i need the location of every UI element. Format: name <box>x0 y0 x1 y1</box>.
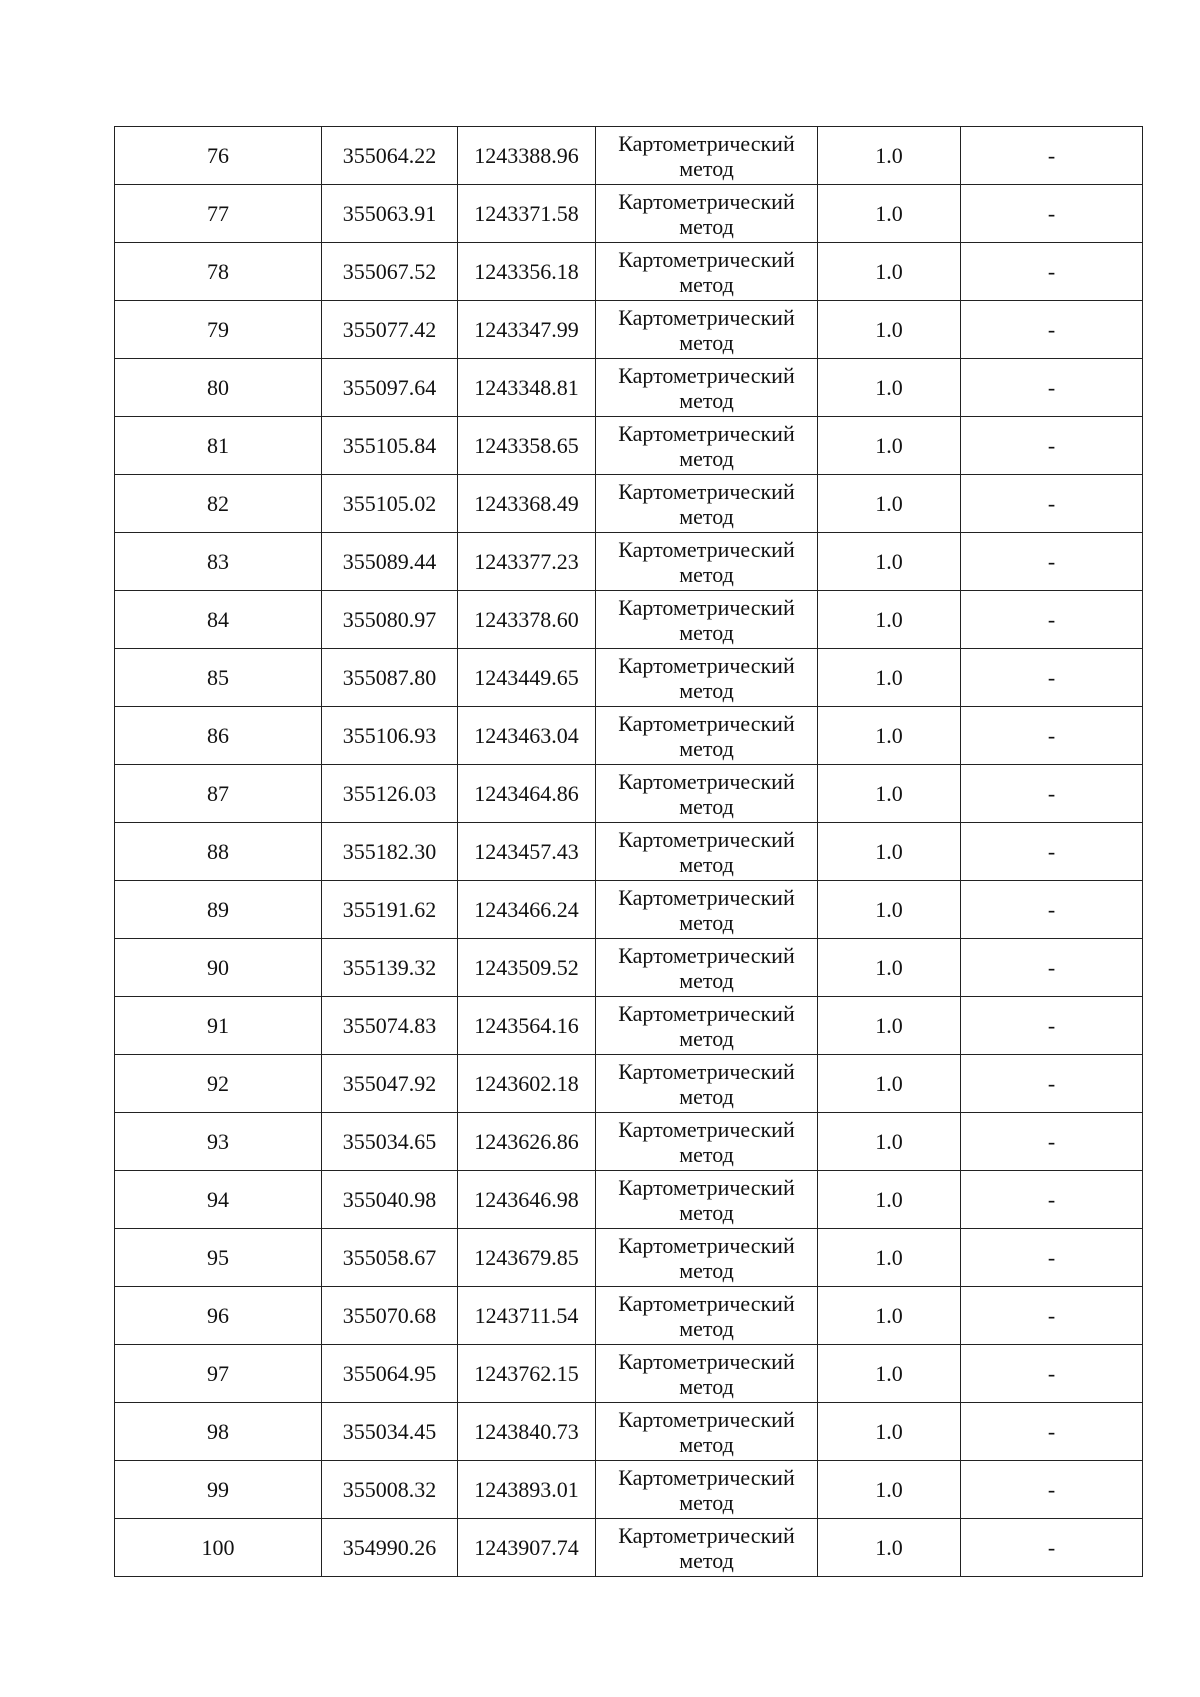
y-coordinate-cell: 1243378.60 <box>458 591 596 649</box>
point-number-cell: 84 <box>115 591 322 649</box>
x-coordinate-cell: 355087.80 <box>322 649 458 707</box>
method-cell <box>596 765 818 823</box>
method-line-2: метод <box>679 735 734 761</box>
table-row <box>115 707 1143 765</box>
table-row <box>115 1055 1143 1113</box>
point-number-cell: 81 <box>115 417 322 475</box>
point-number-cell: 94 <box>115 1171 322 1229</box>
table-row <box>115 1461 1143 1519</box>
point-number-cell: 86 <box>115 707 322 765</box>
method-line-2: метод <box>679 1315 734 1341</box>
accuracy-cell: 1.0 <box>818 127 961 185</box>
method-line-2: метод <box>679 793 734 819</box>
table-row <box>115 939 1143 997</box>
method-cell <box>596 1461 818 1519</box>
method-line-1: Картометрический <box>618 246 795 272</box>
method-line-1: Картометрический <box>618 188 795 214</box>
method-line-2: метод <box>679 1489 734 1515</box>
description-cell: - <box>961 765 1143 823</box>
x-coordinate-cell: 355034.45 <box>322 1403 458 1461</box>
accuracy-cell: 1.0 <box>818 939 961 997</box>
y-coordinate-cell: 1243711.54 <box>458 1287 596 1345</box>
method-cell <box>596 127 818 185</box>
table-row <box>115 417 1143 475</box>
point-number-cell: 80 <box>115 359 322 417</box>
x-coordinate-cell: 355074.83 <box>322 997 458 1055</box>
method-line-2: метод <box>679 1199 734 1225</box>
description-cell: - <box>961 1403 1143 1461</box>
method-line-2: метод <box>679 1547 734 1573</box>
method-line-1: Картометрический <box>618 1000 795 1026</box>
description-cell: - <box>961 1345 1143 1403</box>
accuracy-cell: 1.0 <box>818 475 961 533</box>
description-cell: - <box>961 997 1143 1055</box>
y-coordinate-cell: 1243457.43 <box>458 823 596 881</box>
x-coordinate-cell: 355097.64 <box>322 359 458 417</box>
point-number-cell: 95 <box>115 1229 322 1287</box>
method-line-1: Картометрический <box>618 1232 795 1258</box>
table-row <box>115 1403 1143 1461</box>
x-coordinate-cell: 354990.26 <box>322 1519 458 1577</box>
x-coordinate-cell: 355089.44 <box>322 533 458 591</box>
x-coordinate-cell: 355063.91 <box>322 185 458 243</box>
point-number-cell: 76 <box>115 127 322 185</box>
method-line-2: метод <box>679 1083 734 1109</box>
table-row <box>115 591 1143 649</box>
table-row <box>115 1287 1143 1345</box>
method-line-1: Картометрический <box>618 1348 795 1374</box>
x-coordinate-cell: 355064.22 <box>322 127 458 185</box>
table-row <box>115 1113 1143 1171</box>
method-cell <box>596 939 818 997</box>
table-row <box>115 765 1143 823</box>
table-row <box>115 127 1143 185</box>
point-number-cell: 77 <box>115 185 322 243</box>
method-line-2: метод <box>679 561 734 587</box>
x-coordinate-cell: 355008.32 <box>322 1461 458 1519</box>
y-coordinate-cell: 1243463.04 <box>458 707 596 765</box>
x-coordinate-cell: 355106.93 <box>322 707 458 765</box>
description-cell: - <box>961 1287 1143 1345</box>
method-line-2: метод <box>679 213 734 239</box>
method-cell <box>596 1055 818 1113</box>
accuracy-cell: 1.0 <box>818 1345 961 1403</box>
y-coordinate-cell: 1243466.24 <box>458 881 596 939</box>
method-cell <box>596 417 818 475</box>
accuracy-cell: 1.0 <box>818 301 961 359</box>
y-coordinate-cell: 1243449.65 <box>458 649 596 707</box>
y-coordinate-cell: 1243358.65 <box>458 417 596 475</box>
accuracy-cell: 1.0 <box>818 1403 961 1461</box>
method-line-1: Картометрический <box>618 1522 795 1548</box>
description-cell: - <box>961 823 1143 881</box>
method-line-1: Картометрический <box>618 304 795 330</box>
method-line-1: Картометрический <box>618 710 795 736</box>
method-line-2: метод <box>679 1431 734 1457</box>
x-coordinate-cell: 355067.52 <box>322 243 458 301</box>
method-cell <box>596 997 818 1055</box>
y-coordinate-cell: 1243347.99 <box>458 301 596 359</box>
table-row <box>115 185 1143 243</box>
x-coordinate-cell: 355139.32 <box>322 939 458 997</box>
x-coordinate-cell: 355047.92 <box>322 1055 458 1113</box>
description-cell: - <box>961 1171 1143 1229</box>
description-cell: - <box>961 939 1143 997</box>
method-line-1: Картометрический <box>618 130 795 156</box>
description-cell: - <box>961 1055 1143 1113</box>
y-coordinate-cell: 1243464.86 <box>458 765 596 823</box>
method-line-1: Картометрический <box>618 942 795 968</box>
method-line-2: метод <box>679 503 734 529</box>
y-coordinate-cell: 1243356.18 <box>458 243 596 301</box>
description-cell: - <box>961 1461 1143 1519</box>
method-line-2: метод <box>679 445 734 471</box>
table-row <box>115 1519 1143 1577</box>
accuracy-cell: 1.0 <box>818 359 961 417</box>
method-cell <box>596 1171 818 1229</box>
y-coordinate-cell: 1243388.96 <box>458 127 596 185</box>
method-cell <box>596 707 818 765</box>
method-line-1: Картометрический <box>618 1058 795 1084</box>
point-number-cell: 83 <box>115 533 322 591</box>
method-line-2: метод <box>679 329 734 355</box>
point-number-cell: 100 <box>115 1519 322 1577</box>
description-cell: - <box>961 1519 1143 1577</box>
y-coordinate-cell: 1243509.52 <box>458 939 596 997</box>
accuracy-cell: 1.0 <box>818 1171 961 1229</box>
description-cell: - <box>961 591 1143 649</box>
method-line-2: метод <box>679 1257 734 1283</box>
method-cell <box>596 301 818 359</box>
method-line-1: Картометрический <box>618 594 795 620</box>
description-cell: - <box>961 301 1143 359</box>
method-line-1: Картометрический <box>618 362 795 388</box>
x-coordinate-cell: 355105.84 <box>322 417 458 475</box>
method-cell <box>596 1519 818 1577</box>
x-coordinate-cell: 355105.02 <box>322 475 458 533</box>
method-cell <box>596 1229 818 1287</box>
method-line-2: метод <box>679 967 734 993</box>
y-coordinate-cell: 1243907.74 <box>458 1519 596 1577</box>
table-row <box>115 301 1143 359</box>
method-line-2: метод <box>679 155 734 181</box>
coordinates-table <box>114 126 1143 1577</box>
point-number-cell: 91 <box>115 997 322 1055</box>
y-coordinate-cell: 1243646.98 <box>458 1171 596 1229</box>
y-coordinate-cell: 1243762.15 <box>458 1345 596 1403</box>
y-coordinate-cell: 1243840.73 <box>458 1403 596 1461</box>
x-coordinate-cell: 355070.68 <box>322 1287 458 1345</box>
method-line-2: метод <box>679 677 734 703</box>
method-line-1: Картометрический <box>618 1406 795 1432</box>
point-number-cell: 85 <box>115 649 322 707</box>
method-line-2: метод <box>679 909 734 935</box>
y-coordinate-cell: 1243893.01 <box>458 1461 596 1519</box>
accuracy-cell: 1.0 <box>818 243 961 301</box>
method-cell <box>596 1345 818 1403</box>
accuracy-cell: 1.0 <box>818 649 961 707</box>
method-cell <box>596 1113 818 1171</box>
accuracy-cell: 1.0 <box>818 1113 961 1171</box>
description-cell: - <box>961 417 1143 475</box>
x-coordinate-cell: 355064.95 <box>322 1345 458 1403</box>
table-row <box>115 359 1143 417</box>
x-coordinate-cell: 355080.97 <box>322 591 458 649</box>
method-line-2: метод <box>679 1373 734 1399</box>
accuracy-cell: 1.0 <box>818 1461 961 1519</box>
accuracy-cell: 1.0 <box>818 1055 961 1113</box>
x-coordinate-cell: 355058.67 <box>322 1229 458 1287</box>
y-coordinate-cell: 1243679.85 <box>458 1229 596 1287</box>
point-number-cell: 89 <box>115 881 322 939</box>
description-cell: - <box>961 533 1143 591</box>
point-number-cell: 92 <box>115 1055 322 1113</box>
method-line-1: Картометрический <box>618 826 795 852</box>
table-row <box>115 475 1143 533</box>
description-cell: - <box>961 185 1143 243</box>
y-coordinate-cell: 1243626.86 <box>458 1113 596 1171</box>
description-cell: - <box>961 1113 1143 1171</box>
table-row <box>115 243 1143 301</box>
accuracy-cell: 1.0 <box>818 1287 961 1345</box>
accuracy-cell: 1.0 <box>818 997 961 1055</box>
description-cell: - <box>961 1229 1143 1287</box>
method-cell <box>596 823 818 881</box>
table-row <box>115 997 1143 1055</box>
point-number-cell: 79 <box>115 301 322 359</box>
point-number-cell: 87 <box>115 765 322 823</box>
method-cell <box>596 359 818 417</box>
method-cell <box>596 475 818 533</box>
method-line-2: метод <box>679 851 734 877</box>
description-cell: - <box>961 649 1143 707</box>
method-line-2: метод <box>679 271 734 297</box>
method-line-2: метод <box>679 1025 734 1051</box>
table-row <box>115 649 1143 707</box>
point-number-cell: 99 <box>115 1461 322 1519</box>
method-cell <box>596 1287 818 1345</box>
description-cell: - <box>961 359 1143 417</box>
accuracy-cell: 1.0 <box>818 823 961 881</box>
y-coordinate-cell: 1243368.49 <box>458 475 596 533</box>
y-coordinate-cell: 1243602.18 <box>458 1055 596 1113</box>
x-coordinate-cell: 355040.98 <box>322 1171 458 1229</box>
y-coordinate-cell: 1243371.58 <box>458 185 596 243</box>
description-cell: - <box>961 881 1143 939</box>
point-number-cell: 96 <box>115 1287 322 1345</box>
method-line-1: Картометрический <box>618 420 795 446</box>
description-cell: - <box>961 707 1143 765</box>
coordinates-table-body <box>115 127 1143 1577</box>
method-line-1: Картометрический <box>618 1116 795 1142</box>
method-line-1: Картометрический <box>618 1174 795 1200</box>
point-number-cell: 88 <box>115 823 322 881</box>
y-coordinate-cell: 1243377.23 <box>458 533 596 591</box>
accuracy-cell: 1.0 <box>818 591 961 649</box>
y-coordinate-cell: 1243348.81 <box>458 359 596 417</box>
method-line-1: Картометрический <box>618 1290 795 1316</box>
method-line-1: Картометрический <box>618 768 795 794</box>
description-cell: - <box>961 475 1143 533</box>
point-number-cell: 97 <box>115 1345 322 1403</box>
table-row <box>115 1345 1143 1403</box>
accuracy-cell: 1.0 <box>818 881 961 939</box>
point-number-cell: 93 <box>115 1113 322 1171</box>
point-number-cell: 90 <box>115 939 322 997</box>
accuracy-cell: 1.0 <box>818 1519 961 1577</box>
method-line-1: Картометрический <box>618 652 795 678</box>
method-cell <box>596 881 818 939</box>
accuracy-cell: 1.0 <box>818 417 961 475</box>
method-line-1: Картометрический <box>618 1464 795 1490</box>
method-line-2: метод <box>679 1141 734 1167</box>
method-cell <box>596 185 818 243</box>
method-cell <box>596 533 818 591</box>
point-number-cell: 78 <box>115 243 322 301</box>
method-line-1: Картометрический <box>618 478 795 504</box>
method-line-1: Картометрический <box>618 884 795 910</box>
table-row <box>115 881 1143 939</box>
method-cell <box>596 591 818 649</box>
method-cell <box>596 649 818 707</box>
table-row <box>115 1229 1143 1287</box>
method-line-1: Картометрический <box>618 536 795 562</box>
point-number-cell: 82 <box>115 475 322 533</box>
y-coordinate-cell: 1243564.16 <box>458 997 596 1055</box>
accuracy-cell: 1.0 <box>818 707 961 765</box>
x-coordinate-cell: 355077.42 <box>322 301 458 359</box>
x-coordinate-cell: 355126.03 <box>322 765 458 823</box>
table-row <box>115 1171 1143 1229</box>
x-coordinate-cell: 355034.65 <box>322 1113 458 1171</box>
point-number-cell: 98 <box>115 1403 322 1461</box>
table-row <box>115 823 1143 881</box>
accuracy-cell: 1.0 <box>818 533 961 591</box>
x-coordinate-cell: 355182.30 <box>322 823 458 881</box>
description-cell: - <box>961 127 1143 185</box>
accuracy-cell: 1.0 <box>818 185 961 243</box>
x-coordinate-cell: 355191.62 <box>322 881 458 939</box>
method-cell <box>596 243 818 301</box>
description-cell: - <box>961 243 1143 301</box>
table-row <box>115 533 1143 591</box>
accuracy-cell: 1.0 <box>818 1229 961 1287</box>
method-line-2: метод <box>679 619 734 645</box>
accuracy-cell: 1.0 <box>818 765 961 823</box>
method-line-2: метод <box>679 387 734 413</box>
method-cell <box>596 1403 818 1461</box>
